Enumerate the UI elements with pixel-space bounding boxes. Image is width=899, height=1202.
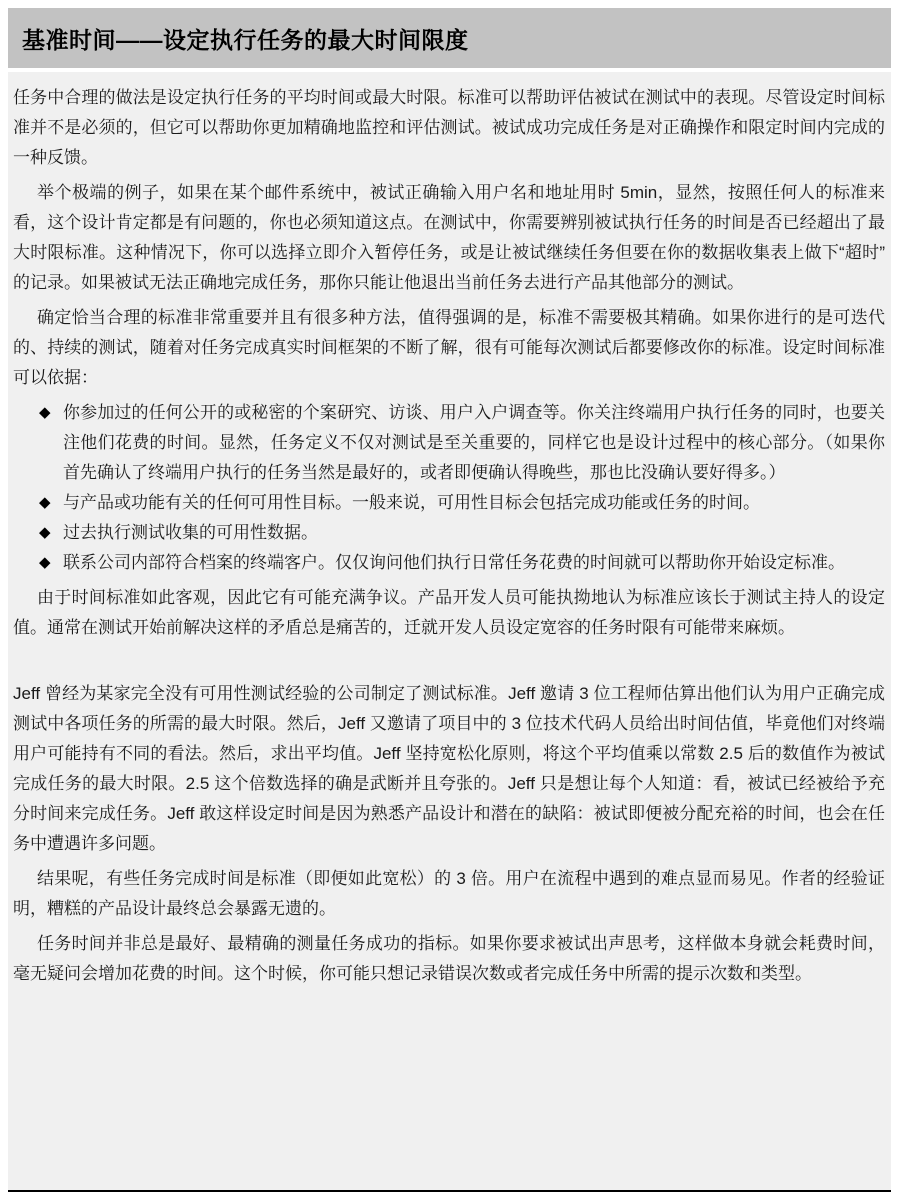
diamond-bullet-icon: ◆ (39, 404, 51, 421)
paragraph-setting-standards: 确定恰当合理的标准非常重要并且有很多种方法，值得强调的是，标准不需要极其精确。如果你进行的是可迭代的、持续的测试，随着对任务完成真实时间框架的不断了解，很有可能每次测试后都要修改你的标准。设定时间标准可以依据： (13, 308, 885, 387)
paragraph-task-time-caveat: 任务时间并非总是最好、最精确的测量任务成功的指标。如果你要求被试出声思考，这样做本身就会耗费时间，毫无疑问会增加花费的时间。这个时候，你可能只想记录错误次数或者完成任务中所需的提示次数和类型。 (13, 934, 885, 983)
bullet-list (13, 398, 885, 578)
paragraph-jeff-story: Jeff 曾经为某家完全没有可用性测试经验的公司制定了测试标准。Jeff 邀请 3 位工程师估算出他们认为用户正确完成测试中各项任务的所需的最大时限。然后，Jeff 又邀请了项目中的 3 位技术代码人员给出时间估值，毕竟他们对终端用户可能持有不同的看法。然后，求出平均值。Jeff 坚持宽松化原则，将这个平均值乘以常数 2.5 后的数值作为被试完成任务的最大时限。2.5 这个倍数选择的确是武断并且夸张的。Jeff 只是想让每个人知道：看，被试已经被给予充分时间来完成任务。Jeff 敢这样设定时间是因为熟悉产品设计和潜在的缺陷：被试即便被分配充裕的时间，也会在任务中遭遇许多问题。 (13, 684, 885, 853)
bullet-text: 你参加过的任何公开的或秘密的个案研究、访谈、用户入户调查等。你关注终端用户执行任务的同时，也要关注他们花费的时间。显然，任务定义不仅对测试是至关重要的，同样它也是设计过程中的核心部分。（如果你首先确认了终端用户执行的任务当然是最好的，或者即便确认得晚些，那也比没确认要好得多。） (63, 403, 885, 482)
bullet-text: 与产品或功能有关的任何可用性目标。一般来说，可用性目标会包括完成功能或任务的时间。 (63, 493, 760, 512)
diamond-bullet-icon: ◆ (39, 494, 51, 511)
diamond-bullet-icon: ◆ (39, 524, 51, 541)
bullet-item-usability-goals (13, 488, 885, 518)
bullet-item-past-data (13, 518, 885, 548)
section-header (8, 8, 891, 68)
bottom-rule (8, 1190, 891, 1192)
diamond-bullet-icon: ◆ (39, 554, 51, 571)
section-title: 基准时间——设定执行任务的最大时间限度 (22, 26, 469, 53)
paragraph-results: 结果呢，有些任务完成时间是标准（即便如此宽松）的 3 倍。用户在流程中遇到的难点显而易见。作者的经验证明，糟糕的产品设计最终总会暴露无遗的。 (13, 869, 885, 918)
paragraph-extreme-example: 举个极端的例子，如果在某个邮件系统中，被试正确输入用户名和地址用时 5min，显然，按照任何人的标准来看，这个设计肯定都是有问题的，你也必须知道这点。在测试中，你需要辨别被试执行任务的时间是否已经超出了最大时限标准。这种情况下，你可以选择立即介入暂停任务，或是让被试继续任务但要在你的数据收集表上做下“超时”的记录。如果被试无法正确地完成任务，那你只能让他退出当前任务去进行产品其他部分的测试。 (13, 183, 885, 292)
paragraph-intro: 任务中合理的做法是设定执行任务的平均时间或最大时限。标准可以帮助评估被试在测试中的表现。尽管设定时间标准并不是必须的，但它可以帮助你更加精确地监控和评估测试。被试成功完成任务是对正确操作和限定时间内完成的一种反馈。 (13, 88, 885, 167)
page-content (8, 72, 891, 1190)
bullet-item-end-customers (13, 548, 885, 578)
bullet-text: 过去执行测试收集的可用性数据。 (63, 523, 318, 542)
paragraph-controversy: 由于时间标准如此客观，因此它有可能充满争议。产品开发人员可能执拗地认为标准应该长于测试主持人的设定值。通常在测试开始前解决这样的矛盾总是痛苦的，迁就开发人员设定宽容的任务时限有可能带来麻烦。 (13, 588, 885, 637)
bullet-text: 联系公司内部符合档案的终端客户。仅仅询问他们执行日常任务花费的时间就可以帮助你开始设定标准。 (63, 553, 845, 572)
bullet-item-case-studies (13, 398, 885, 488)
paragraph-spacer (13, 648, 885, 674)
book-page (8, 8, 891, 1192)
